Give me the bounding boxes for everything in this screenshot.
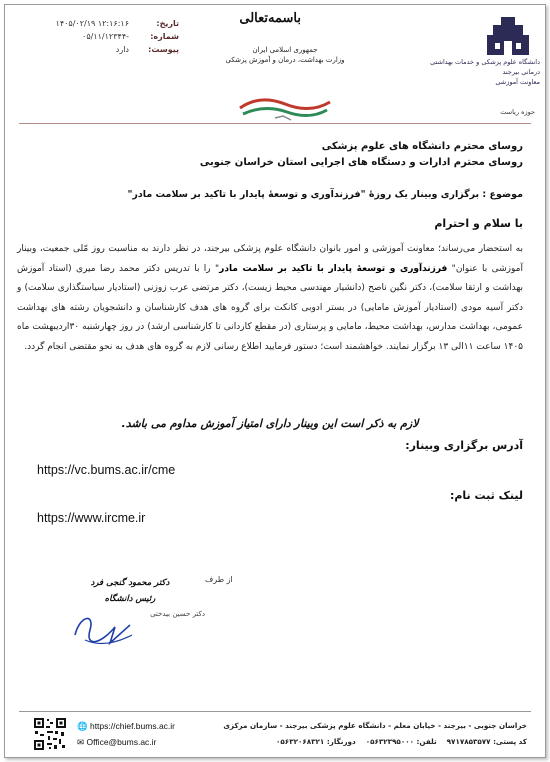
postal-value: ۹۷۱۷۸۵۳۵۷۷ xyxy=(446,737,491,746)
subject-line: موضوع : برگزاری وبینار یک روزهٔ "فرزندآوری و توسعهٔ پایدار با تاکید بر سلامت مادر" xyxy=(127,189,523,200)
ministry-label: وزارت بهداشت، درمان و آموزش پزشکی xyxy=(225,56,345,64)
address-link[interactable]: https://vc.bums.ac.ir/cme xyxy=(37,463,176,477)
signer-name: دکتر محمود گنجی فرد xyxy=(90,578,170,588)
date-row xyxy=(29,17,179,30)
footer-website[interactable] xyxy=(77,718,175,734)
university-label: دانشگاه علوم پزشکی و خدمات بهداشتی درمانی بیرجند xyxy=(430,58,540,76)
attachment-label: پیوست: xyxy=(148,45,179,54)
university-name xyxy=(425,57,540,87)
signer-block xyxy=(65,575,195,607)
number-value: ۰۵/۱۱/۱۲۳۴۴- xyxy=(82,32,129,41)
university-logo-icon xyxy=(483,15,533,57)
footer-divider xyxy=(19,711,531,712)
emblem-text: باسمه‌تعالی xyxy=(239,11,301,26)
footer-email-text: Office@bums.ac.ir xyxy=(86,737,157,747)
footer-email[interactable] xyxy=(77,734,175,750)
address-label: آدرس برگزاری وبینار: xyxy=(405,439,523,452)
addressee-2: روسای محترم ادارات و دستگاه های اجرایی استان خراسان جنوبی xyxy=(199,157,523,168)
greeting: با سلام و احترام xyxy=(434,217,523,230)
body-text-2: " را با تدریس دکتر محمد رضا میری (استاد آموزش بهداشت و ارتقا سلامت)، دکتر نگین ناصح (دانشیار مهندسی محیط زیست)، دکتر مرتضی عرب زوزنی (استادیار سیاستگذاری سلامت) و دکتر آسیه مودی (استادیار آموزش مامایی) در بستر ادوبی کانکت برای گروه های هدف کارشناسان و دانشجویان رشته های بهداشت عمومی، بهداشت مدارس، بهداشت محیط، مامایی و پرستاری (در مقطع کاردانی تا کارشناسی ارشد) در روز چهارشنبه ۳۰اردیبهشت ماه ۱۴۰۵ ساعت ۱۱الی ۱۳ برگزار نمایند. خواهشمند است؛ دستور فرمایید اطلاع رسانی لازم به گروه های هدف به نحو مقتضی انجام گردد. xyxy=(17,263,524,352)
number-label: شماره: xyxy=(150,32,179,41)
footer-contact xyxy=(77,718,175,750)
postal-label: کد پستی: xyxy=(493,737,527,746)
footer-address xyxy=(217,718,527,750)
attachment-row xyxy=(29,43,179,56)
body-text-1: به استحضار می‌رساند؛ معاونت آموزشی و امور بانوان دانشگاه علوم پزشکی بیرجند، در نظر دارند به مناسبت روز مّلی جمعیت، وبینار آموزشی با عنوان" xyxy=(17,244,523,274)
email-icon: ✉ xyxy=(77,737,85,747)
phone-label: تلفن: xyxy=(416,737,437,746)
webinar-title: فرزندآوری و توسعهٔ پایدار با تاکید بر سلامت مادر xyxy=(219,263,448,274)
letter-meta xyxy=(29,17,179,56)
header-divider xyxy=(19,123,531,124)
date-label: تاریخ: xyxy=(156,19,179,28)
addressee-1: روسای محترم دانشگاه های علوم پزشکی xyxy=(321,141,523,152)
attachment-value: دارد xyxy=(115,45,129,54)
register-link[interactable]: https://www.ircme.ir xyxy=(37,511,146,525)
slogan-emblem xyxy=(235,90,335,124)
republic-label: جمهوری اسلامی ایران xyxy=(252,46,318,54)
cme-note: لازم به ذکر است این وبینار دارای امتیاز آموزش مداوم می باشد. xyxy=(121,417,419,430)
on-behalf-label: از طرف xyxy=(205,575,233,584)
qr-code-icon xyxy=(33,717,67,751)
phone-value: ۰۵۶۳۲۳۹۵۰۰۰ xyxy=(365,737,414,746)
signer-title: رئیس دانشگاه xyxy=(104,594,156,604)
fax-label: دورنگار: xyxy=(326,737,356,746)
handwritten-signature xyxy=(70,605,140,650)
letter-page xyxy=(4,4,546,758)
footer-numbers xyxy=(217,734,527,750)
body-paragraph xyxy=(17,240,523,357)
unit-label: حوزه ریاست xyxy=(500,108,535,116)
footer-website-text: https://chief.bums.ac.ir xyxy=(89,721,176,731)
date-value: ۱۴۰۵/۰۲/۱۹ ۱۲:۱۶:۱۶ xyxy=(55,19,129,28)
signer-2-name: دکتر حسین بیدختی xyxy=(150,610,205,618)
footer-address-line: خراسان جنوبی - بیرجند - خیابان معلم - دانشگاه علوم پزشکی بیرجند - سازمان مرکزی xyxy=(223,721,527,730)
register-label: لینک ثبت نام: xyxy=(449,489,523,502)
ministry-block xyxy=(215,45,355,65)
fax-value: ۰۵۶۳۲۰۶۸۳۲۱ xyxy=(276,737,325,746)
university-sub-label: معاونت آموزشی xyxy=(495,78,540,86)
web-icon: 🌐 xyxy=(77,721,88,731)
number-row xyxy=(29,30,179,43)
